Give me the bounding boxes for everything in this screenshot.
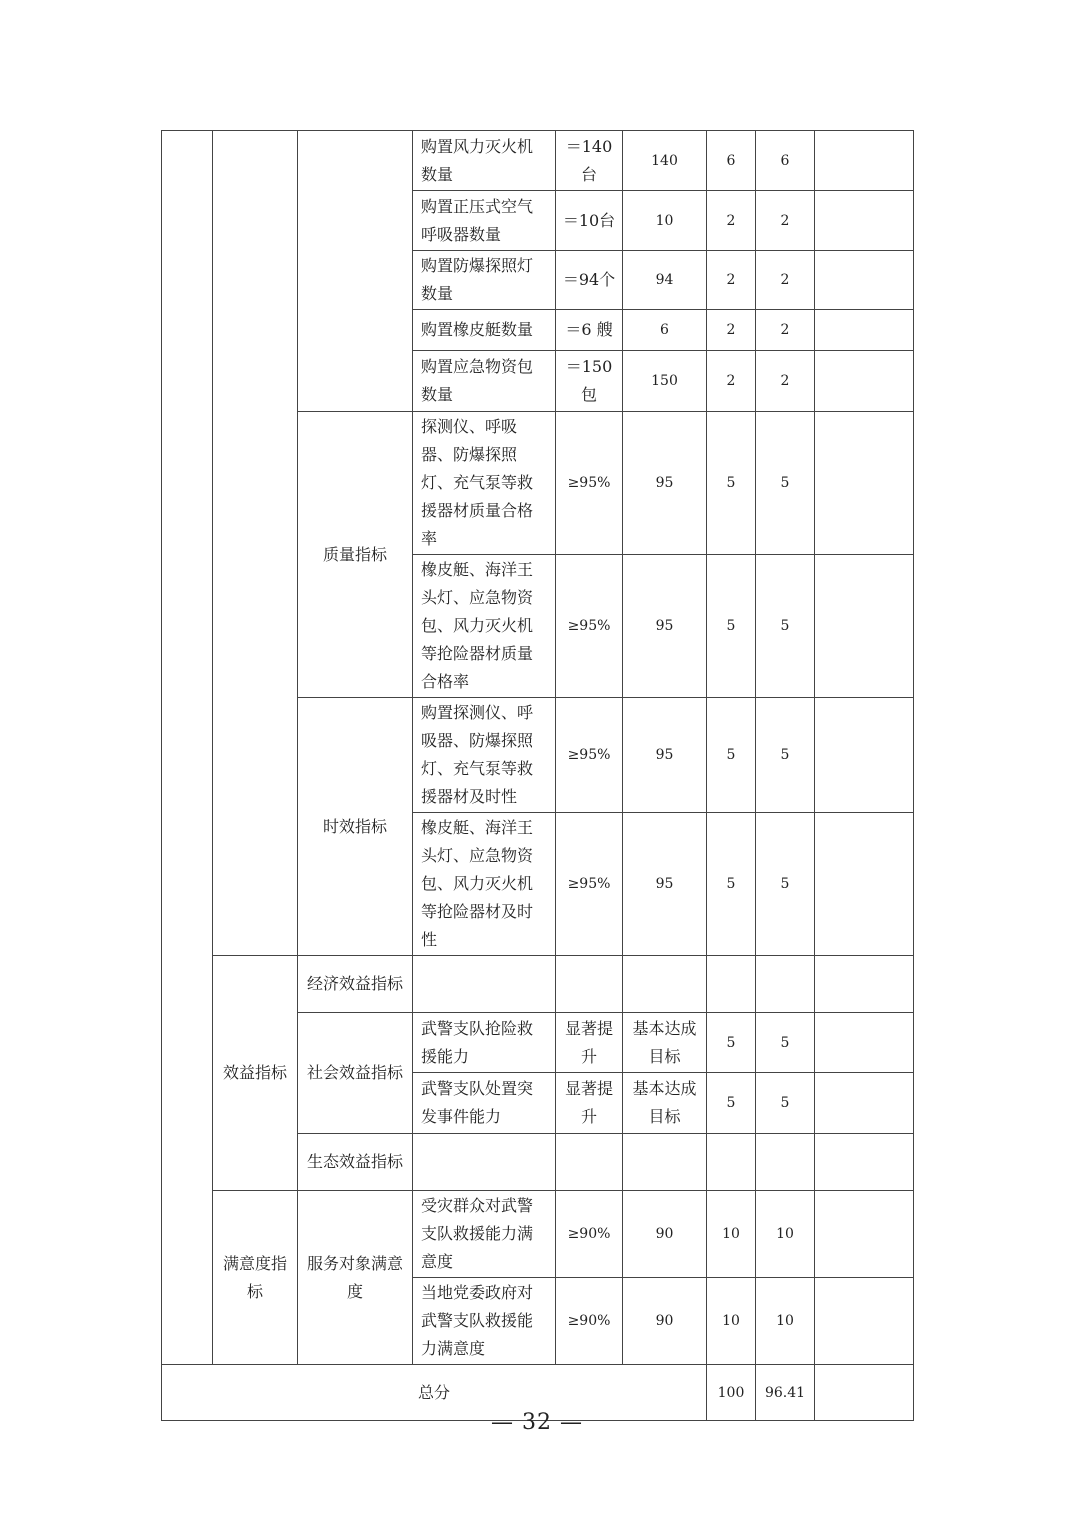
target-cell: ＝140台: [556, 131, 623, 191]
actual-cell: 基本达成目标: [623, 1073, 707, 1134]
weight-cell: 2: [707, 191, 756, 251]
indicator-cell: [413, 956, 556, 1013]
target-cell: ＝6 艘: [556, 310, 623, 351]
total-score: 96.41: [756, 1365, 815, 1421]
actual-cell: 94: [623, 251, 707, 310]
remark-cell: [815, 1073, 914, 1134]
level2-cell: [213, 131, 298, 956]
remark-cell: [815, 1278, 914, 1365]
target-cell: ≥95%: [556, 555, 623, 698]
weight-cell: 10: [707, 1191, 756, 1278]
score-cell: [756, 1134, 815, 1191]
group-benefit: 效益指标: [213, 956, 298, 1191]
total-weight: 100: [707, 1365, 756, 1421]
indicator-cell: 探测仪、呼吸器、防爆探照灯、充气泵等救援器材质量合格率: [413, 412, 556, 555]
remark-cell: [815, 1013, 914, 1073]
table-row: [162, 956, 914, 1013]
score-cell: 5: [756, 412, 815, 555]
table-row: [162, 131, 914, 191]
score-cell: 2: [756, 191, 815, 251]
remark-cell: [815, 956, 914, 1013]
remark-cell: [815, 310, 914, 351]
group-economic: 经济效益指标: [298, 956, 413, 1013]
group-satisfaction: 满意度指标: [213, 1191, 298, 1365]
score-cell: 2: [756, 251, 815, 310]
performance-table: [161, 130, 914, 1421]
indicator-cell: 购置橡皮艇数量: [413, 310, 556, 351]
remark-cell: [815, 131, 914, 191]
weight-cell: 2: [707, 351, 756, 412]
target-cell: 显著提升: [556, 1013, 623, 1073]
weight-cell: 5: [707, 555, 756, 698]
weight-cell: 10: [707, 1278, 756, 1365]
actual-cell: 基本达成目标: [623, 1013, 707, 1073]
weight-cell: 5: [707, 1073, 756, 1134]
score-cell: 10: [756, 1191, 815, 1278]
target-cell: ≥95%: [556, 698, 623, 813]
weight-cell: 5: [707, 1013, 756, 1073]
weight-cell: 6: [707, 131, 756, 191]
indicator-cell: [413, 1134, 556, 1191]
target-cell: [556, 1134, 623, 1191]
actual-cell: [623, 1134, 707, 1191]
weight-cell: 5: [707, 698, 756, 813]
actual-cell: 95: [623, 555, 707, 698]
indicator-cell: 橡皮艇、海洋王头灯、应急物资包、风力灭火机等抢险器材质量合格率: [413, 555, 556, 698]
weight-cell: 5: [707, 813, 756, 956]
target-cell: ≥95%: [556, 813, 623, 956]
actual-cell: 140: [623, 131, 707, 191]
indicator-cell: 橡皮艇、海洋王头灯、应急物资包、风力灭火机等抢险器材及时性: [413, 813, 556, 956]
score-cell: 2: [756, 310, 815, 351]
indicator-cell: 武警支队处置突发事件能力: [413, 1073, 556, 1134]
target-cell: ≥90%: [556, 1278, 623, 1365]
table-row: [162, 1191, 914, 1278]
remark-cell: [815, 1191, 914, 1278]
target-cell: ＝10台: [556, 191, 623, 251]
indicator-cell: 购置防爆探照灯数量: [413, 251, 556, 310]
indicator-cell: 购置探测仪、呼吸器、防爆探照灯、充气泵等救援器材及时性: [413, 698, 556, 813]
score-cell: 5: [756, 555, 815, 698]
indicator-cell: 受灾群众对武警支队救援能力满意度: [413, 1191, 556, 1278]
remark-cell: [815, 412, 914, 555]
remark-cell: [815, 1134, 914, 1191]
actual-cell: 10: [623, 191, 707, 251]
actual-cell: 6: [623, 310, 707, 351]
total-label: 总分: [162, 1365, 707, 1421]
level1-cell: [162, 131, 213, 1365]
level3-cell: [298, 131, 413, 412]
group-quality: 质量指标: [298, 412, 413, 698]
actual-cell: 95: [623, 813, 707, 956]
target-cell: 显著提升: [556, 1073, 623, 1134]
weight-cell: [707, 956, 756, 1013]
actual-cell: 95: [623, 698, 707, 813]
remark-cell: [815, 191, 914, 251]
remark-cell: [815, 555, 914, 698]
remark-cell: [815, 251, 914, 310]
page-number: — 32 —: [491, 1410, 583, 1435]
score-cell: 5: [756, 1073, 815, 1134]
weight-cell: [707, 1134, 756, 1191]
target-cell: ≥90%: [556, 1191, 623, 1278]
target-cell: [556, 956, 623, 1013]
indicator-cell: 购置应急物资包数量: [413, 351, 556, 412]
remark-cell: [815, 698, 914, 813]
score-cell: 5: [756, 813, 815, 956]
target-cell: ≥95%: [556, 412, 623, 555]
remark-cell: [815, 813, 914, 956]
group-timeliness: 时效指标: [298, 698, 413, 956]
indicator-cell: 当地党委政府对武警支队救援能力满意度: [413, 1278, 556, 1365]
actual-cell: [623, 956, 707, 1013]
target-cell: ＝94个: [556, 251, 623, 310]
weight-cell: 5: [707, 412, 756, 555]
group-service: 服务对象满意度: [298, 1191, 413, 1365]
score-cell: 10: [756, 1278, 815, 1365]
indicator-cell: 购置风力灭火机数量: [413, 131, 556, 191]
score-cell: 2: [756, 351, 815, 412]
score-cell: 5: [756, 1013, 815, 1073]
actual-cell: 95: [623, 412, 707, 555]
score-cell: 6: [756, 131, 815, 191]
score-cell: [756, 956, 815, 1013]
weight-cell: 2: [707, 310, 756, 351]
group-ecological: 生态效益指标: [298, 1134, 413, 1191]
indicator-cell: 购置正压式空气呼吸器数量: [413, 191, 556, 251]
weight-cell: 2: [707, 251, 756, 310]
remark-cell: [815, 351, 914, 412]
actual-cell: 90: [623, 1278, 707, 1365]
score-cell: 5: [756, 698, 815, 813]
actual-cell: 150: [623, 351, 707, 412]
indicator-cell: 武警支队抢险救援能力: [413, 1013, 556, 1073]
target-cell: ＝150包: [556, 351, 623, 412]
group-social: 社会效益指标: [298, 1013, 413, 1134]
actual-cell: 90: [623, 1191, 707, 1278]
